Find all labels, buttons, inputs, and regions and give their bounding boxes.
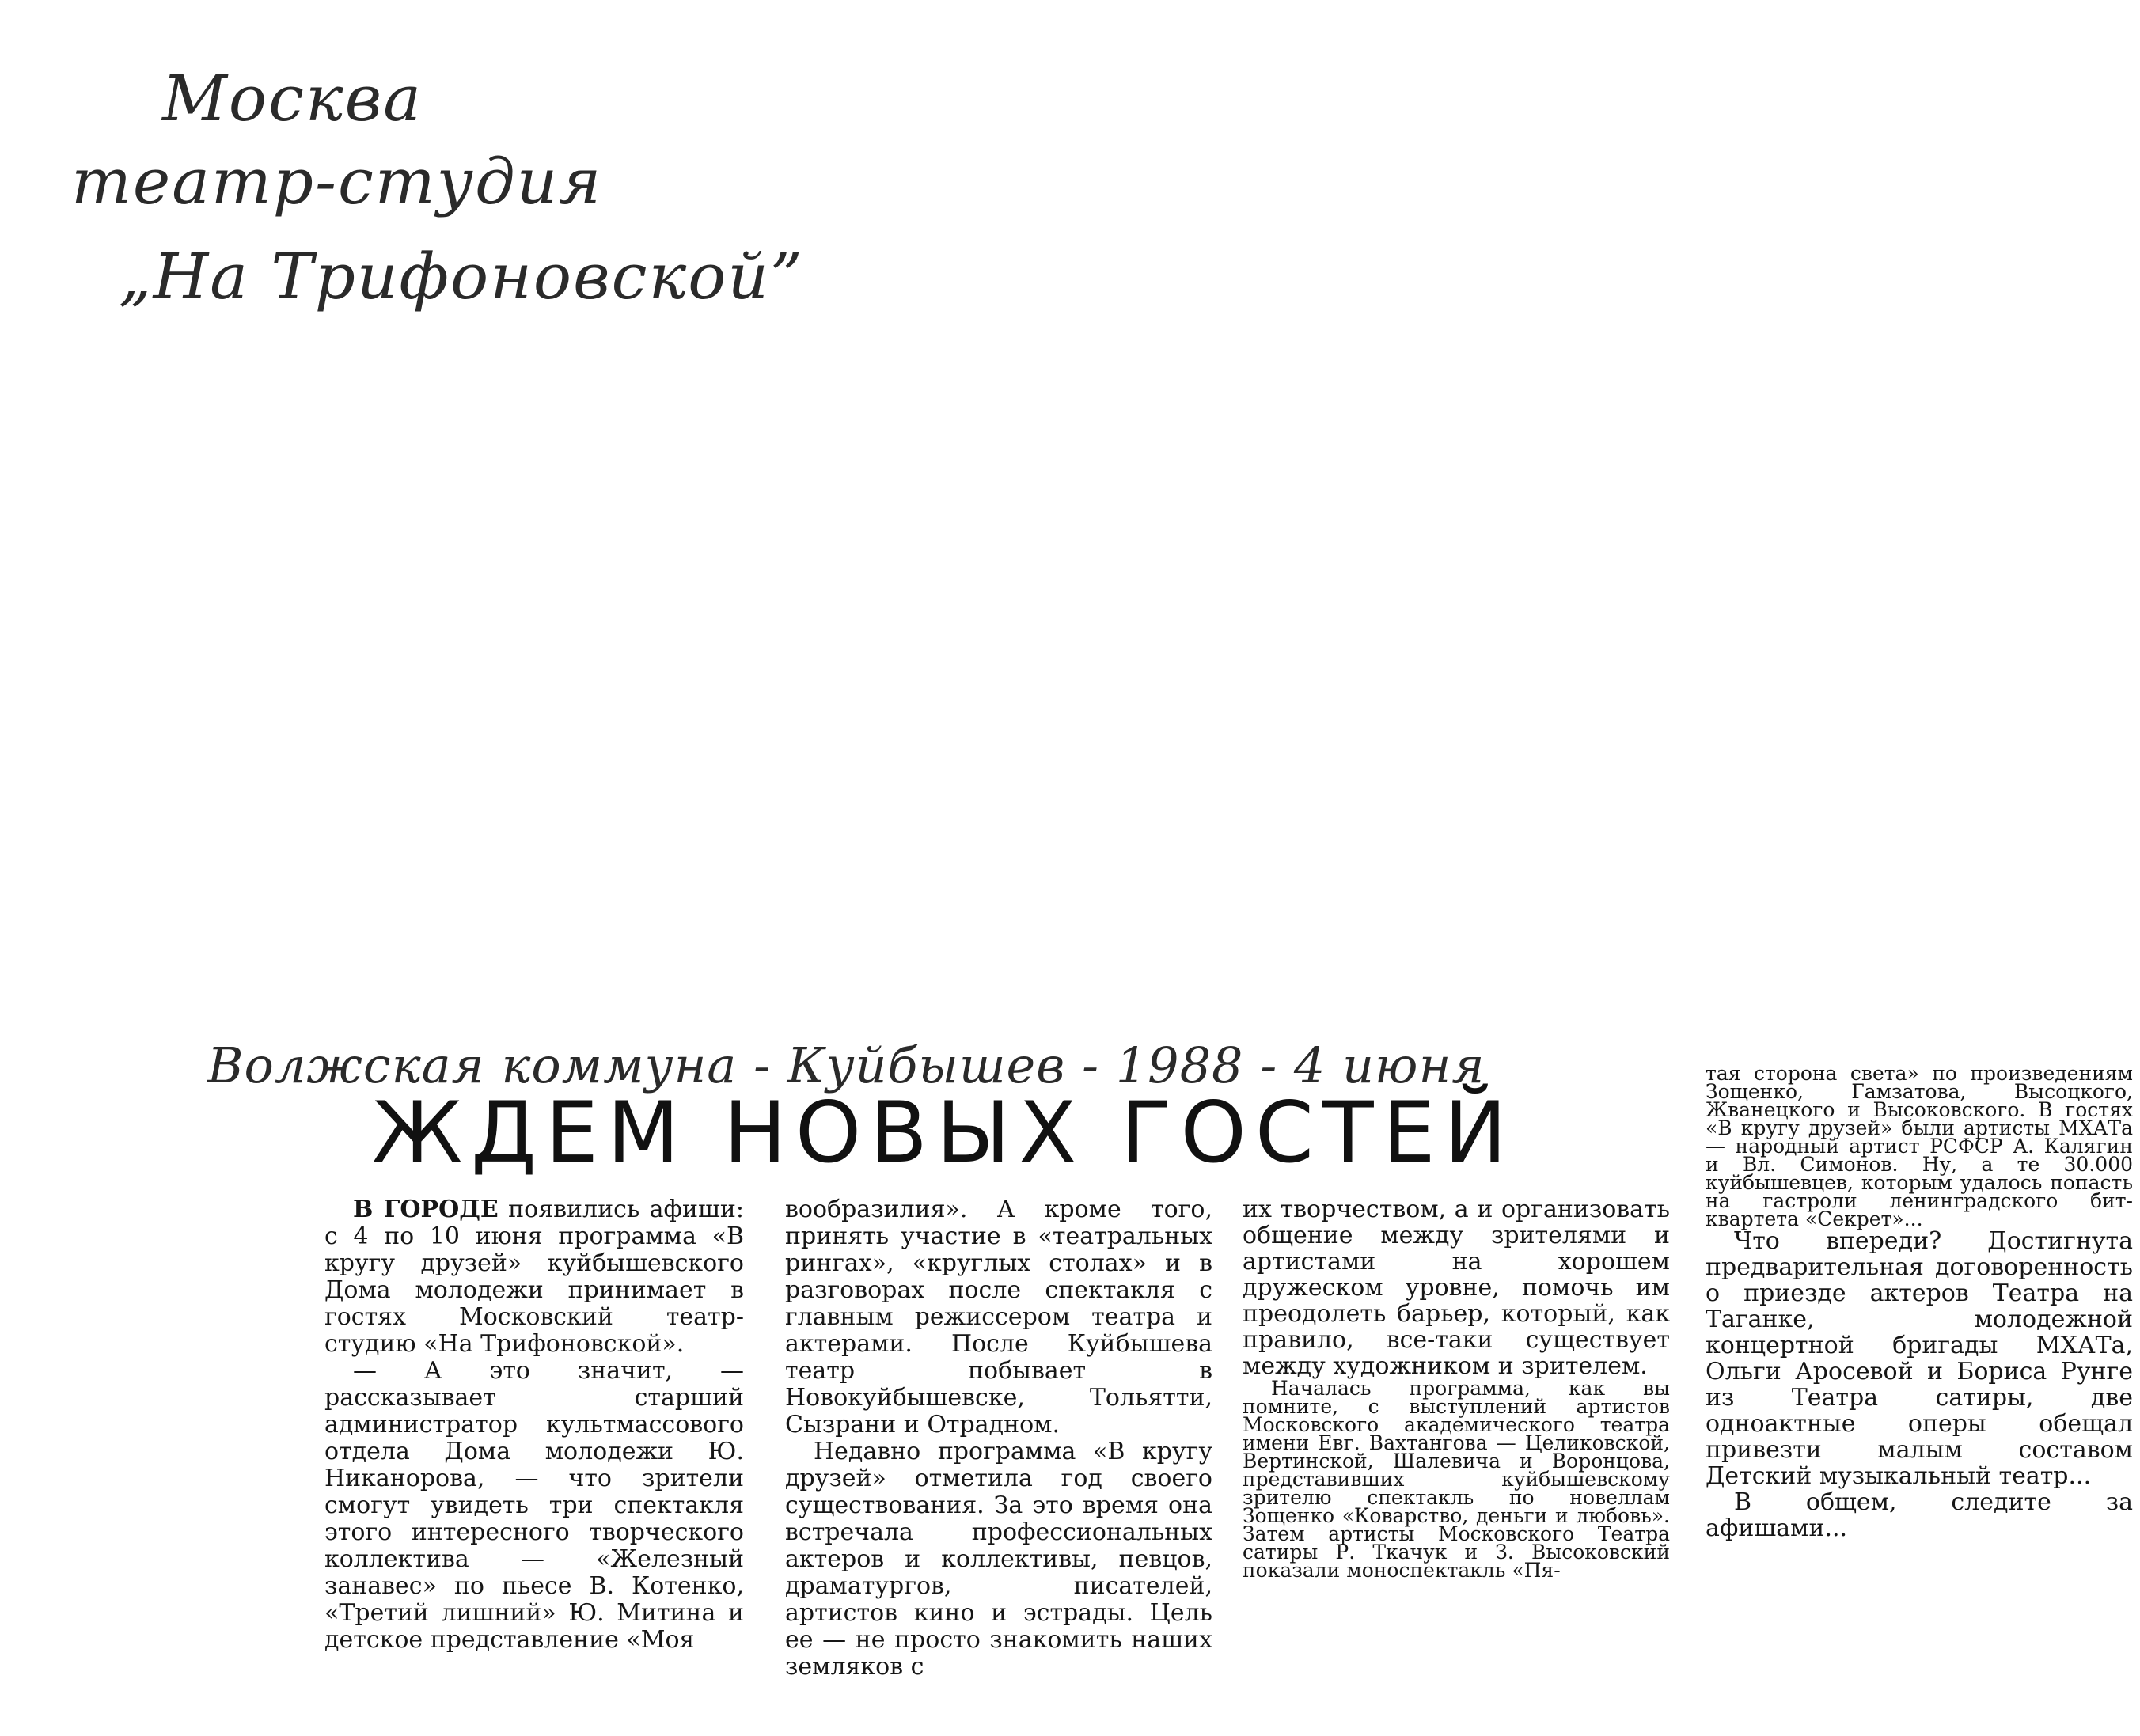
paragraph: тая сторона света» по произведениям Зощенко, Гамзатова, Высоцкого, Жванецкого и Высоковского. В гостях «В кругу друзей» были артисты МХАТа — народный артист РСФСР А. Калягин и Вл. Симонов. Ну, а те 30.000 куйбышевцев, которым удалось попасть на гастроли ленинградского бит-квартета «Секрет»... bbox=[1706, 1062, 2133, 1230]
article-column-4 bbox=[1706, 1064, 2133, 1541]
article-headline: ЖДЕМ НОВЫХ ГОСТЕЙ bbox=[372, 1084, 1516, 1181]
handwritten-note-line-1: Москва bbox=[162, 62, 423, 135]
article-column-1 bbox=[324, 1196, 744, 1654]
paragraph: вообразилия». А кроме того, принять участие в «театральных рингах», «круглых столах» и в разговорах после спектакля с главным режиссером театра и актерами. После Куйбышева театр побывает в Новокуйбышевске, Тольятти, Сызрани и Отрадном. bbox=[785, 1196, 1212, 1438]
handwritten-source-note: Волжская коммуна - Куйбышев - 1988 - 4 июня bbox=[207, 1037, 1485, 1094]
paragraph: Недавно программа «В кругу друзей» отметила год своего существования. За это время она встречала профессиональных актеров и коллективы, певцов, драматургов, писателей, артистов кино и эстрады. Цель ее — не просто знакомить наших земляков с bbox=[785, 1438, 1212, 1681]
paragraph: Началась программа, как вы помните, с выступлений артистов Московского академического театра имени Евг. Вахтангова — Целиковской, Вертинской, Шалевича и Воронцова, представивших куйбышевскому зрителю спектакль по новеллам Зощенко «Коварство, деньги и любовь». Затем артисты Московского Театра сатиры Р. Ткачук и З. Высоковский показали моноспектакль «Пя- bbox=[1243, 1377, 1670, 1582]
article-column-2 bbox=[785, 1196, 1212, 1681]
paragraph: В общем, следите за афишами... bbox=[1706, 1488, 2133, 1542]
handwritten-note-line-3: „На Трифоновской” bbox=[119, 240, 804, 313]
article-column-3 bbox=[1243, 1196, 1670, 1582]
paragraph: Что впереди? Достигнута предварительная договоренность о приезде актеров Театра на Таганке, молодежной концертной бригады МХАТа, Ольги Аросевой и Бориса Рунге из Театра сатиры, две одноактные оперы обещал привезти малым составом Детский музыкальный театр... bbox=[1706, 1227, 2133, 1490]
paragraph-text: появились афиши: с 4 по 10 июня программа «В кругу друзей» куйбышевского Дома молодежи принимает в гостях Московский театр-студию «На Трифоновской». bbox=[324, 1196, 744, 1358]
paragraph: их творчеством, а и организовать общение между зрителями и артистами на хорошем дружеском уровне, помочь им преодолеть барьер, который, как правило, все-таки существует между художником и зрителем. bbox=[1243, 1196, 1670, 1380]
paragraph: — А это значит, — рассказывает старший администратор культмассового отдела Дома молодежи Ю. Никанорова, — что зрители смогут увидеть три спектакля этого интересного творческого коллектива — «Железный занавес» по пьесе В. Котенко, «Третий лишний» Ю. Митина и детское представление «Моя bbox=[324, 1357, 744, 1654]
paragraph bbox=[324, 1196, 744, 1358]
lead-in: В ГОРОДЕ bbox=[353, 1196, 499, 1223]
handwritten-note-line-2: театр-студия bbox=[71, 145, 603, 218]
